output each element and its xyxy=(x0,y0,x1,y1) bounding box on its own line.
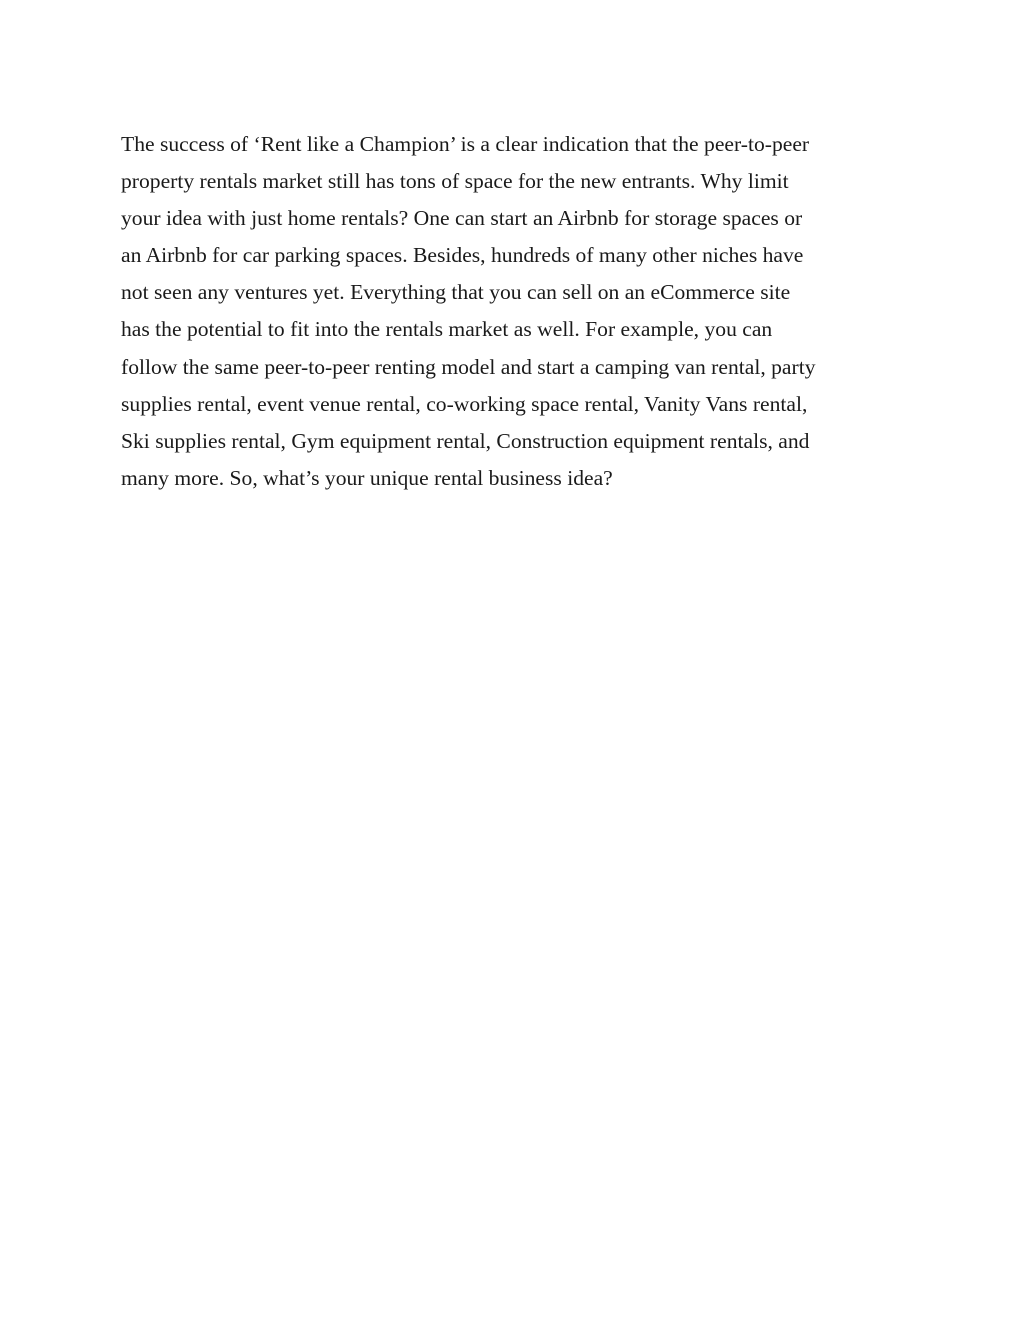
paragraph-line: property rentals market still has tons of space for the new entrants. Why limit xyxy=(121,169,789,194)
paragraph-line: your idea with just home rentals? One can start an Airbnb for storage spaces or xyxy=(121,206,803,231)
paragraph-line: an Airbnb for car parking spaces. Besides, hundreds of many other niches have xyxy=(121,243,804,268)
paragraph-line: many more. So, what’s your unique rental business idea? xyxy=(121,465,613,490)
paragraph-line: supplies rental, event venue rental, co-working space rental, Vanity Vans rental, xyxy=(121,391,808,416)
paragraph-line: follow the same peer-to-peer renting model and start a camping van rental, party xyxy=(121,354,816,379)
paragraph-line: Ski supplies rental, Gym equipment rental, Construction equipment rentals, and xyxy=(121,428,810,453)
body-paragraph xyxy=(121,126,921,497)
paragraph-line: The success of ‘Rent like a Champion’ is a clear indication that the peer-to-peer xyxy=(121,132,810,156)
paragraph-line: has the potential to fit into the rentals market as well. For example, you can xyxy=(121,317,773,342)
paragraph-line: not seen any ventures yet. Everything that you can sell on an eCommerce site xyxy=(121,280,791,305)
